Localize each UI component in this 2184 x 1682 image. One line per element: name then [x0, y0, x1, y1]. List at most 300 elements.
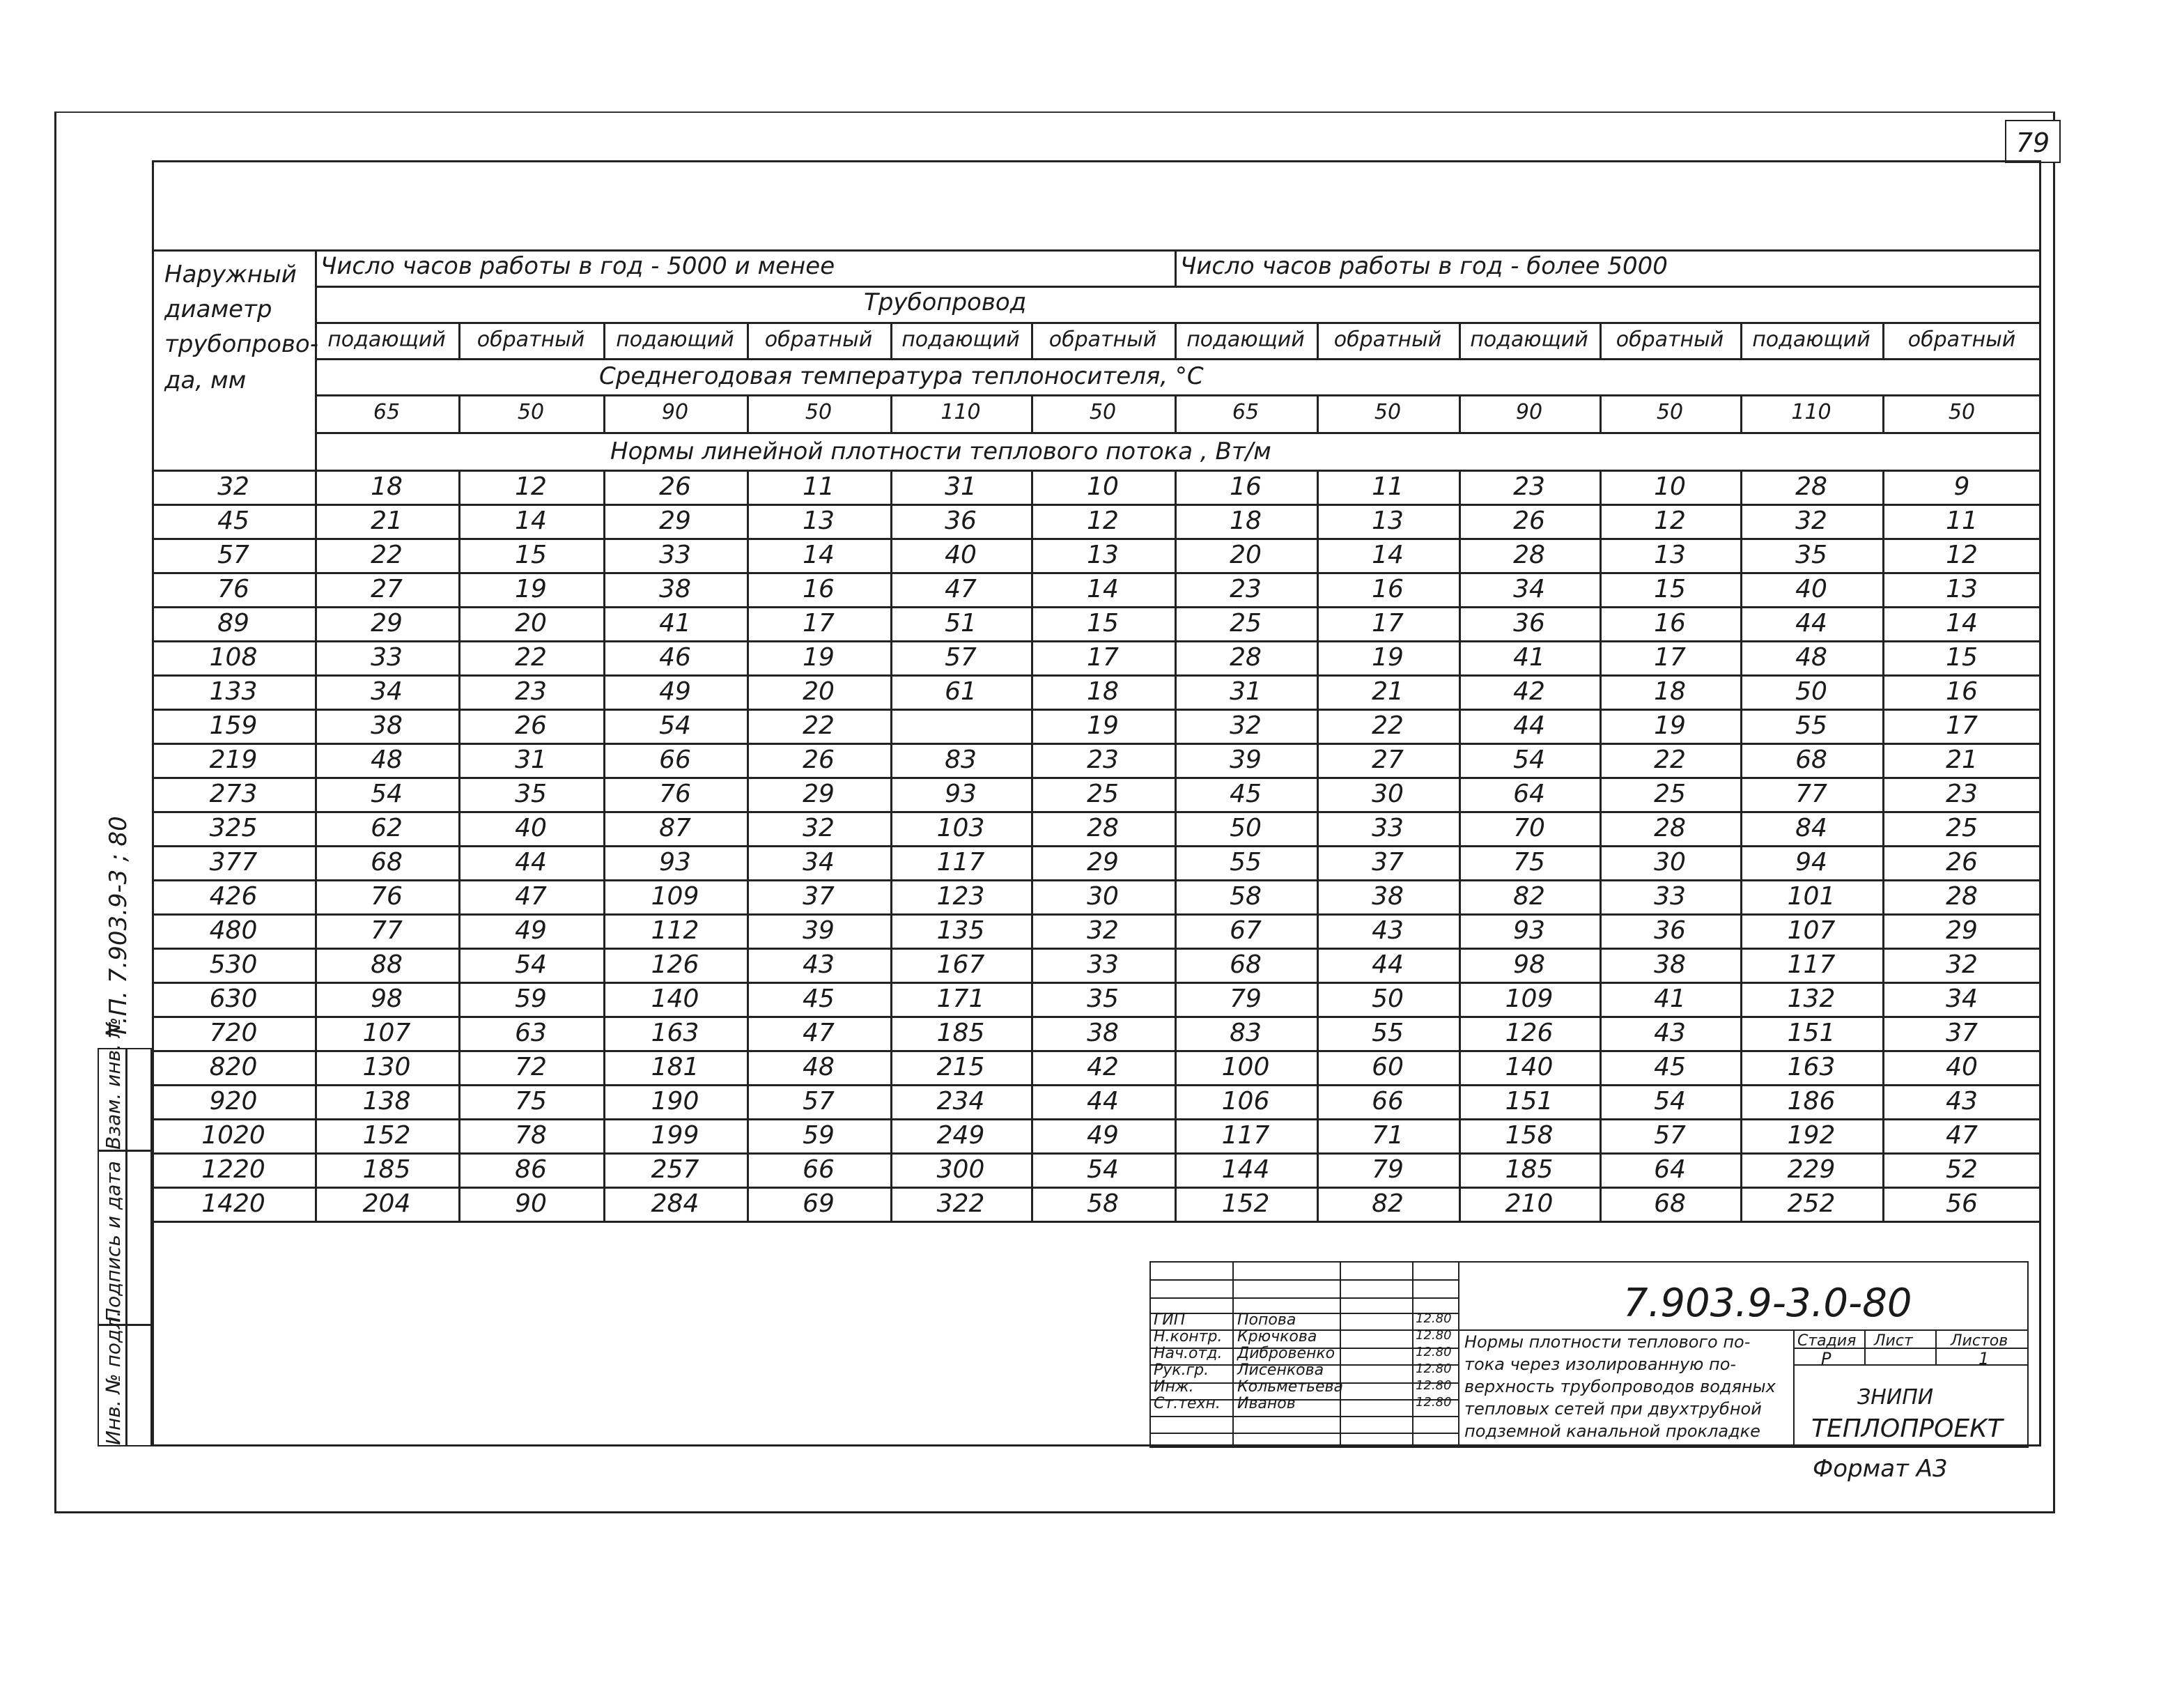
norm-cell: 32: [1946, 950, 1978, 979]
norm-cell: 35: [515, 780, 547, 808]
side-inv-no: Взам. инв. №: [102, 1017, 125, 1150]
norm-cell: 40: [1946, 1053, 1978, 1081]
norm-cell: 27: [371, 575, 403, 603]
norm-cell: 77: [371, 916, 403, 945]
temperature-value: 90: [1515, 400, 1543, 424]
norm-cell: 48: [371, 746, 403, 774]
norm-cell: 34: [371, 677, 403, 706]
stamp-date: 12.80: [1416, 1395, 1452, 1410]
norm-cell: 185: [1505, 1155, 1554, 1184]
norm-cell: 60: [1372, 1053, 1404, 1081]
doc-number: 7.903.9-3.0-80: [1623, 1281, 1912, 1326]
diameter-cell: 530: [209, 950, 258, 979]
norm-cell: 33: [1087, 950, 1119, 979]
pipe-type-header: подающий: [1752, 327, 1871, 352]
norm-cell: 11: [1372, 472, 1404, 501]
norm-cell: 10: [1087, 472, 1119, 501]
norm-cell: 32: [1230, 711, 1262, 740]
norm-cell: 75: [515, 1087, 547, 1116]
norm-cell: 38: [371, 711, 403, 740]
temperature-value: 50: [1656, 400, 1684, 424]
norm-cell: 229: [1787, 1155, 1836, 1184]
norm-cell: 25: [1946, 814, 1978, 842]
norm-cell: 44: [1795, 609, 1827, 638]
stamp-title-line: подземной канальной прокладке: [1464, 1421, 1760, 1441]
norm-cell: 76: [371, 882, 403, 911]
data-row-line: [152, 1152, 2041, 1155]
data-row-line: [152, 1084, 2041, 1086]
norm-cell: 34: [803, 848, 835, 877]
norm-cell: 23: [1230, 575, 1262, 603]
norm-cell: 78: [515, 1121, 547, 1150]
stage-col-line: [1864, 1329, 1866, 1364]
norm-cell: 16: [1946, 677, 1978, 706]
norm-cell: 15: [1654, 575, 1686, 603]
norm-cell: 93: [1513, 916, 1545, 945]
norm-cell: 21: [1372, 677, 1404, 706]
norm-cell: 57: [945, 643, 977, 672]
norm-cell: 79: [1372, 1155, 1404, 1184]
diameter-cell: 76: [217, 575, 249, 603]
stamp-role: ГИП: [1154, 1311, 1186, 1329]
stamp-title-line: тепловых сетей при двухтрубной: [1464, 1399, 1762, 1419]
norm-cell: 44: [1513, 711, 1545, 740]
diameter-cell: 1020: [201, 1121, 265, 1150]
norm-cell: 56: [1946, 1189, 1978, 1218]
norm-cell: 249: [936, 1121, 985, 1150]
norm-cell: 25: [1654, 780, 1686, 808]
norm-cell: 52: [1946, 1155, 1978, 1184]
norm-cell: 163: [1787, 1053, 1836, 1081]
norm-cell: 107: [362, 1019, 411, 1047]
norm-cell: 167: [936, 950, 985, 979]
norm-cell: 86: [515, 1155, 547, 1184]
temperature-label: Среднегодовая температура теплоносителя, °С: [599, 362, 1204, 390]
org-name-line2: ТЕПЛОПРОЕКТ: [1811, 1414, 2003, 1443]
norm-cell: 23: [1513, 472, 1545, 501]
norm-cell: 69: [803, 1189, 835, 1218]
norm-cell: 36: [945, 507, 977, 535]
norm-cell: 13: [1372, 507, 1404, 535]
norm-cell: 29: [1946, 916, 1978, 945]
temperature-value: 110: [1791, 400, 1831, 424]
norm-cell: 42: [1513, 677, 1545, 706]
norm-cell: 13: [803, 507, 835, 535]
norm-cell: 22: [1372, 711, 1404, 740]
stamp-name: Лисенкова: [1237, 1361, 1324, 1379]
norm-cell: 15: [515, 541, 547, 569]
stamp-date: 12.80: [1416, 1378, 1452, 1393]
sheet-label: Лист: [1874, 1332, 1913, 1350]
diameter-cell: 1220: [201, 1155, 265, 1184]
norm-cell: 98: [1513, 950, 1545, 979]
norm-cell: 14: [803, 541, 835, 569]
norm-cell: 22: [371, 541, 403, 569]
stamp-col-line: [1340, 1261, 1341, 1448]
norm-cell: 19: [1654, 711, 1686, 740]
norm-cell: 171: [936, 985, 985, 1013]
norm-cell: 17: [803, 609, 835, 638]
stamp-row-line: [1149, 1313, 1459, 1314]
data-row-line: [152, 879, 2041, 881]
pipe-type-header: обратный: [764, 327, 873, 352]
norm-cell: 13: [1087, 541, 1119, 569]
norm-cell: 20: [1230, 541, 1262, 569]
norm-cell: 54: [659, 711, 691, 740]
norm-cell: 66: [803, 1155, 835, 1184]
norm-cell: 41: [1654, 985, 1686, 1013]
stamp-role: Н.контр.: [1154, 1328, 1223, 1345]
norm-cell: 22: [1654, 746, 1686, 774]
org-name-line1: ЗНИПИ: [1857, 1385, 1934, 1410]
norm-cell: 93: [659, 848, 691, 877]
norm-cell: 49: [1087, 1121, 1119, 1150]
diameter-cell: 480: [209, 916, 258, 945]
norm-cell: 300: [936, 1155, 985, 1184]
norm-cell: 10: [1654, 472, 1686, 501]
pipe-type-header: обратный: [1333, 327, 1442, 352]
diameter-cell: 108: [209, 643, 258, 672]
norm-cell: 123: [936, 882, 985, 911]
stamp-row-line: [1149, 1433, 1459, 1434]
norm-cell: 20: [515, 609, 547, 638]
norm-cell: 94: [1795, 848, 1827, 877]
norm-cell: 163: [651, 1019, 699, 1047]
norm-cell: 9: [1953, 472, 1970, 501]
norm-cell: 16: [803, 575, 835, 603]
norm-cell: 47: [803, 1019, 835, 1047]
norm-cell: 30: [1372, 780, 1404, 808]
norm-cell: 41: [1513, 643, 1545, 672]
norm-cell: 30: [1087, 882, 1119, 911]
norm-cell: 107: [1787, 916, 1836, 945]
pipe-type-header: обратный: [1048, 327, 1157, 352]
norm-cell: 28: [1513, 541, 1545, 569]
norm-cell: 15: [1946, 643, 1978, 672]
norm-cell: 40: [1795, 575, 1827, 603]
norm-cell: 84: [1795, 814, 1827, 842]
temperature-value: 50: [805, 400, 832, 424]
norm-cell: 21: [371, 507, 403, 535]
norm-cell: 17: [1946, 711, 1978, 740]
group-divider: [1175, 249, 1177, 286]
norm-cell: 38: [659, 575, 691, 603]
stamp-date: 12.80: [1416, 1328, 1452, 1343]
pipe-type-header: подающий: [1186, 327, 1305, 352]
norm-cell: 59: [803, 1121, 835, 1150]
side-strip-divider: [125, 1048, 127, 1446]
stamp-row-line: [1149, 1279, 1459, 1281]
norm-cell: 38: [1087, 1019, 1119, 1047]
data-row-line: [152, 1118, 2041, 1120]
norm-cell: 17: [1087, 643, 1119, 672]
data-row-line: [152, 674, 2041, 677]
norm-cell: 43: [1654, 1019, 1686, 1047]
norm-cell: 16: [1230, 472, 1262, 501]
norm-cell: 26: [515, 711, 547, 740]
data-row-line: [152, 982, 2041, 984]
norm-cell: 35: [1795, 541, 1827, 569]
pipe-type-header: обратный: [477, 327, 585, 352]
norm-cell: 106: [1221, 1087, 1270, 1116]
norm-cell: 14: [1372, 541, 1404, 569]
norm-cell: 152: [1221, 1189, 1270, 1218]
norm-cell: 79: [1230, 985, 1262, 1013]
norm-cell: 18: [1087, 677, 1119, 706]
types-row-line: [315, 322, 2041, 324]
norm-cell: 117: [1221, 1121, 1270, 1150]
data-row-line: [152, 1050, 2041, 1052]
norm-cell: 77: [1795, 780, 1827, 808]
norm-cell: 109: [651, 882, 699, 911]
norm-cell: 199: [651, 1121, 699, 1150]
stamp-title-line: верхность трубопроводов водяных: [1464, 1377, 1776, 1396]
norm-cell: 28: [1654, 814, 1686, 842]
norm-cell: 16: [1654, 609, 1686, 638]
stamp-date: 12.80: [1416, 1361, 1452, 1376]
norm-cell: 41: [659, 609, 691, 638]
norm-cell: 57: [1654, 1121, 1686, 1150]
norm-cell: 93: [945, 780, 977, 808]
norm-cell: 63: [515, 1019, 547, 1047]
norm-cell: 68: [371, 848, 403, 877]
stamp-role: Рук.гр.: [1154, 1361, 1209, 1379]
norm-cell: 37: [1372, 848, 1404, 877]
norm-cell: 55: [1230, 848, 1262, 877]
stage-label: Стадия: [1797, 1332, 1857, 1350]
norm-cell: 37: [803, 882, 835, 911]
norm-cell: 59: [515, 985, 547, 1013]
stamp-col-line: [1458, 1261, 1459, 1448]
norm-cell: 98: [371, 985, 403, 1013]
table-top-line: [152, 249, 2041, 252]
norm-cell: 49: [515, 916, 547, 945]
norm-cell: 100: [1221, 1053, 1270, 1081]
col0-header-line3: трубопрово-: [164, 330, 318, 358]
norm-cell: 117: [936, 848, 985, 877]
norm-cell: 28: [1230, 643, 1262, 672]
norm-cell: 55: [1372, 1019, 1404, 1047]
norm-cell: 31: [945, 472, 977, 501]
pipe-type-header: подающий: [901, 327, 1020, 352]
norm-cell: 33: [1372, 814, 1404, 842]
norm-cell: 27: [1372, 746, 1404, 774]
data-row-line: [152, 572, 2041, 574]
data-row-line: [152, 538, 2041, 540]
data-row-line: [152, 913, 2041, 916]
side-doc-code: Т.П. 7.903.9-3 ; 80: [104, 816, 132, 1038]
norm-cell: 29: [1087, 848, 1119, 877]
norm-cell: 34: [1946, 985, 1978, 1013]
diameter-cell: 325: [209, 814, 258, 842]
norm-cell: 40: [945, 541, 977, 569]
temperature-value: 65: [373, 400, 401, 424]
data-row-line: [152, 1187, 2041, 1189]
norm-cell: 90: [515, 1189, 547, 1218]
norm-cell: 21: [1946, 746, 1978, 774]
norm-cell: 12: [1946, 541, 1978, 569]
data-row-line: [152, 709, 2041, 711]
norm-cell: 11: [1946, 507, 1978, 535]
norm-cell: 66: [1372, 1087, 1404, 1116]
norm-cell: 82: [1513, 882, 1545, 911]
stage-col-line: [1935, 1329, 1937, 1364]
norm-cell: 31: [515, 746, 547, 774]
norm-cell: 186: [1787, 1087, 1836, 1116]
format-label: Формат А3: [1813, 1455, 1948, 1483]
norm-cell: 61: [945, 677, 977, 706]
diameter-cell: 133: [209, 677, 258, 706]
norm-cell: 132: [1787, 985, 1836, 1013]
stamp-col-line: [1232, 1261, 1234, 1448]
norm-cell: 43: [803, 950, 835, 979]
norm-cell: 14: [1946, 609, 1978, 638]
norm-cell: 190: [651, 1087, 699, 1116]
data-row-line: [152, 811, 2041, 813]
data-row-line: [152, 948, 2041, 950]
norm-cell: 152: [362, 1121, 411, 1150]
norm-cell: 36: [1513, 609, 1545, 638]
data-row-line: [152, 743, 2041, 745]
diameter-cell: 1420: [201, 1189, 265, 1218]
diameter-cell: 89: [217, 609, 249, 638]
data-row-line: [152, 1016, 2041, 1018]
norm-cell: 28: [1795, 472, 1827, 501]
temperature-value: 50: [1948, 400, 1976, 424]
diameter-cell: 273: [209, 780, 258, 808]
norm-cell: 49: [659, 677, 691, 706]
side-signature-date: Подпись и дата: [102, 1161, 125, 1322]
norm-cell: 44: [515, 848, 547, 877]
data-row-line: [152, 845, 2041, 847]
norm-cell: 83: [1230, 1019, 1262, 1047]
norm-cell: 33: [659, 541, 691, 569]
diameter-cell: 630: [209, 985, 258, 1013]
norm-cell: 22: [515, 643, 547, 672]
norm-cell: 126: [1505, 1019, 1554, 1047]
norm-cell: 33: [1654, 882, 1686, 911]
norm-cell: 14: [515, 507, 547, 535]
norm-cell: 18: [1230, 507, 1262, 535]
norm-cell: 14: [1087, 575, 1119, 603]
norm-cell: 57: [803, 1087, 835, 1116]
norm-cell: 144: [1221, 1155, 1270, 1184]
stamp-name: Дибровенко: [1237, 1345, 1335, 1362]
norm-cell: 151: [1505, 1087, 1554, 1116]
norm-cell: 12: [1654, 507, 1686, 535]
stamp-name: Кольметьева: [1237, 1378, 1344, 1396]
sheets-value: 1: [1978, 1349, 1990, 1368]
norm-cell: 54: [515, 950, 547, 979]
diameter-cell: 820: [209, 1053, 258, 1081]
norm-cell: 25: [1087, 780, 1119, 808]
norm-cell: 138: [362, 1087, 411, 1116]
norm-cell: 30: [1654, 848, 1686, 877]
stamp-role: Нач.отд.: [1154, 1345, 1223, 1362]
norm-cell: 37: [1946, 1019, 1978, 1047]
norm-cell: 38: [1654, 950, 1686, 979]
norm-cell: 87: [659, 814, 691, 842]
norm-cell: 67: [1230, 916, 1262, 945]
pipe-type-header: подающий: [616, 327, 734, 352]
data-row-line: [152, 777, 2041, 779]
stamp-name: Иванов: [1237, 1395, 1296, 1412]
norm-cell: 26: [803, 746, 835, 774]
norm-cell: 55: [1795, 711, 1827, 740]
norm-cell: 126: [651, 950, 699, 979]
pipe-type-header: подающий: [327, 327, 446, 352]
stamp-date: 12.80: [1416, 1345, 1452, 1359]
norm-cell: 39: [803, 916, 835, 945]
norm-cell: 44: [1372, 950, 1404, 979]
norm-cell: 45: [1230, 780, 1262, 808]
norm-cell: 62: [371, 814, 403, 842]
diameter-cell: 219: [209, 746, 258, 774]
norm-cell: 192: [1787, 1121, 1836, 1150]
norm-cell: 210: [1505, 1189, 1554, 1218]
data-row-line: [152, 1221, 2041, 1223]
norm-cell: 130: [362, 1053, 411, 1081]
norm-cell: 54: [1513, 746, 1545, 774]
norm-cell: 82: [1372, 1189, 1404, 1218]
norm-cell: 32: [1087, 916, 1119, 945]
diameter-cell: 159: [209, 711, 258, 740]
stamp-name: Попова: [1237, 1311, 1296, 1329]
norm-cell: 54: [371, 780, 403, 808]
temperature-value: 50: [1089, 400, 1117, 424]
norm-cell: 71: [1372, 1121, 1404, 1150]
norm-cell: 29: [803, 780, 835, 808]
norm-cell: 34: [1513, 575, 1545, 603]
norm-cell: 68: [1795, 746, 1827, 774]
norm-cell: 35: [1087, 985, 1119, 1013]
norm-cell: 252: [1787, 1189, 1836, 1218]
stamp-date: 12.80: [1416, 1311, 1452, 1326]
norm-cell: 51: [945, 609, 977, 638]
temp-values-row-line: [315, 394, 2041, 396]
data-row-line: [152, 504, 2041, 506]
norm-cell: 29: [371, 609, 403, 638]
norm-cell: 140: [1505, 1053, 1554, 1081]
norm-cell: 64: [1513, 780, 1545, 808]
norm-cell: 76: [659, 780, 691, 808]
norm-cell: 185: [362, 1155, 411, 1184]
col0-header-line1: Наружный: [164, 261, 297, 288]
norm-cell: 66: [659, 746, 691, 774]
norm-cell: 43: [1946, 1087, 1978, 1116]
norm-cell: 40: [515, 814, 547, 842]
norm-cell: 257: [651, 1155, 699, 1184]
norm-cell: 18: [1654, 677, 1686, 706]
norm-cell: 22: [803, 711, 835, 740]
norm-cell: 28: [1087, 814, 1119, 842]
norm-cell: 48: [803, 1053, 835, 1081]
norm-cell: 26: [659, 472, 691, 501]
norm-cell: 75: [1513, 848, 1545, 877]
norm-cell: 47: [1946, 1121, 1978, 1150]
norm-cell: 26: [1946, 848, 1978, 877]
norm-cell: 36: [1654, 916, 1686, 945]
side-strip-row-line: [98, 1150, 152, 1152]
norm-cell: 70: [1513, 814, 1545, 842]
norm-cell: 42: [1087, 1053, 1119, 1081]
temperature-value: 65: [1232, 400, 1260, 424]
temperature-value: 50: [1374, 400, 1402, 424]
group-right-header: Число часов работы в год - более 5000: [1180, 252, 1668, 280]
diameter-cell: 57: [217, 541, 249, 569]
stamp-role: Инж.: [1154, 1378, 1194, 1396]
norm-cell: 11: [803, 472, 835, 501]
